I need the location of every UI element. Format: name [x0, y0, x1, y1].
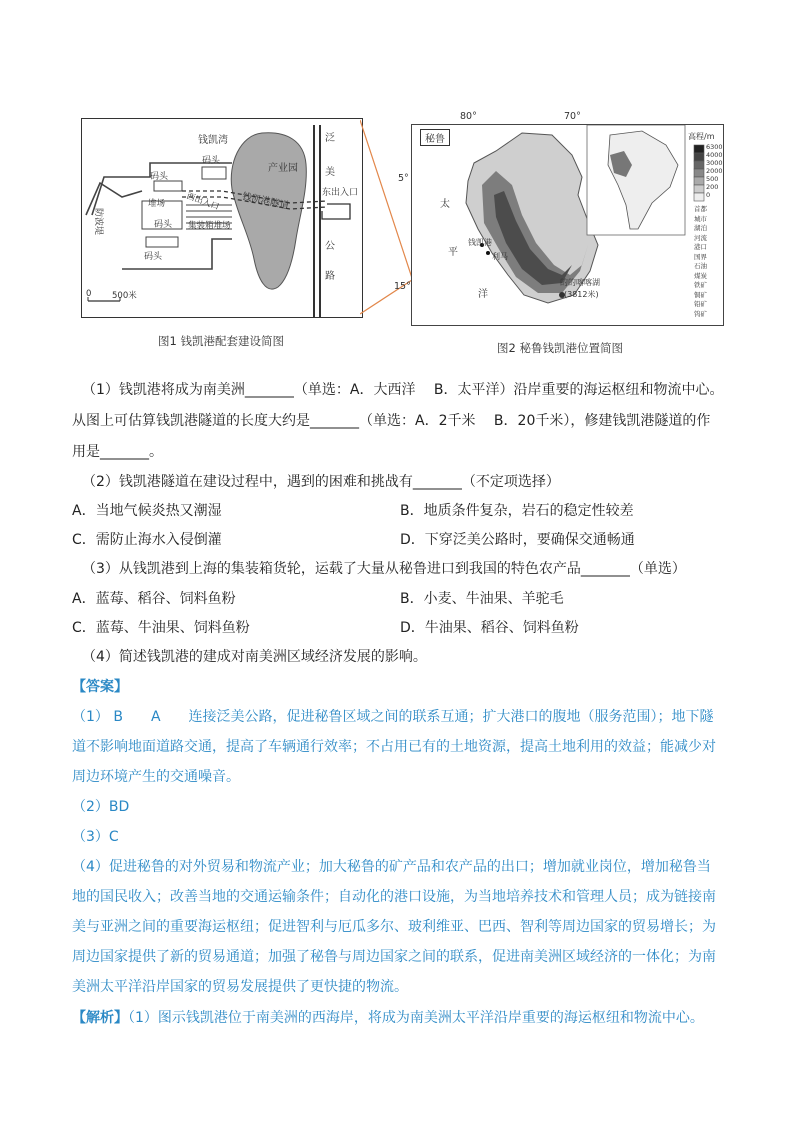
figure-connector [360, 118, 414, 324]
label-highway-2: 美 [325, 167, 335, 178]
port-construction-sketch [82, 119, 362, 317]
q2-option-b: B．地质条件复杂，岩石的稳定性较差 [400, 503, 634, 519]
analysis-block [72, 1008, 704, 1028]
answer-3: （3）C [72, 829, 119, 845]
q2-option-d: D．下穿泛美公路时，要确保交通畅通 [400, 532, 635, 548]
latitude-5: 5° [398, 173, 409, 184]
ocean-label-2: 平 [448, 247, 458, 258]
country-label: 秘鲁 [420, 129, 450, 146]
label-wharf-4: 码头 [144, 252, 163, 262]
q3-option-c: C．蓝莓、牛油果、饲料鱼粉 [72, 620, 250, 636]
figure-1-caption: 图1 钱凯港配套建设简图 [158, 334, 284, 348]
label-industrial-park: 产业园 [268, 163, 298, 174]
q1-line-1: （1）钱凯港将成为南美洲_______（单选：A．大西洋 B．太平洋）沿岸重要的海运枢纽和物流中心。 [82, 382, 724, 398]
answer-1-line-1: （1） B A 连接泛美公路，促进秘鲁区域之间的联系互通；扩大港口的腹地（服务范围）；地下隧 [72, 709, 714, 725]
legend-symbols: 首都 城市 湖泊 河流 港口 国界 石油 煤炭 铁矿 铜矿 铅矿 钨矿 [694, 205, 707, 318]
answer-1-line-3: 周边环境产生的交通噪音。 [72, 769, 240, 785]
q3-option-b: B．小麦、牛油果、羊驼毛 [400, 591, 564, 607]
analysis-line-1: （1）图示钱凯港位于南美洲的西海岸，将成为南美洲太平洋沿岸重要的海运枢纽和物流中心。 [128, 1010, 704, 1026]
answer-1-line-2: 道不影响地面道路交通，提高了车辆通行效率；不占用已有的土地资源，提高土地利用的效益；能减少对 [72, 739, 716, 755]
answer-4-line-2: 地的国民收入；改善当地的交通运输条件；自动化的港口设施，为当地培养技术和管理人员；成为链接南 [72, 889, 716, 905]
label-wharf-3: 码头 [154, 220, 173, 230]
label-breakwater: 防波堤 [93, 207, 104, 236]
figure-1-map [81, 118, 363, 318]
ocean-label-3: 洋 [478, 289, 488, 300]
answer-4-line-1: （4）促进秘鲁的对外贸易和物流产业；加大秘鲁的矿产品和农产品的出口；增加就业岗位，增加秘鲁当 [72, 859, 711, 875]
label-wharf-1: 码头 [202, 156, 221, 166]
latitude-15: 15° [394, 281, 411, 292]
analysis-tag: 【解析】 [72, 1010, 128, 1026]
city-label: 利马 [492, 252, 508, 261]
lake-elevation: (3812米) [564, 290, 599, 299]
q1-line-3: 用是_______。 [72, 444, 163, 460]
longitude-70: 70° [564, 111, 581, 122]
figure-2-caption: 图2 秘鲁钱凯港位置简图 [497, 341, 623, 355]
q2-stem: （2）钱凯港隧道在建设过程中，遇到的困难和挑战有_______（不定项选择） [82, 474, 560, 490]
label-bay: 钱凯湾 [198, 135, 228, 146]
legend-values: 6300 4000 3000 2000 500 200 0 [706, 143, 723, 199]
scale-label: 500米 [112, 291, 137, 301]
label-highway-1: 泛 [325, 133, 335, 144]
lake-label: 的的喀喀湖 [560, 278, 600, 287]
answer-4-line-4: 周边国家提供了新的贸易通道；加强了秘鲁与周边国家之间的联系，促进南美洲区域经济的一体化；为南 [72, 949, 716, 965]
figure-2-map [394, 111, 724, 326]
q2-option-a: A．当地气候炎热又潮湿 [72, 503, 222, 519]
q3-option-d: D．牛油果、稻谷、饲料鱼粉 [400, 620, 579, 636]
answer-4-line-5: 美洲太平洋沿岸国家的贸易发展提供了更快捷的物流。 [72, 979, 408, 995]
q2-option-c: C．需防止海水入侵倒灌 [72, 532, 222, 548]
label-east-entrance: 东出入口 [322, 188, 359, 198]
label-yard: 堆场 [148, 199, 166, 209]
ocean-label-1: 太 [440, 199, 450, 210]
industrial-park-area [231, 133, 306, 289]
answer-tag: 【答案】 [72, 679, 128, 695]
answer-4-line-3: 美与亚洲之间的重要海运枢纽；促进智利与厄瓜多尔、玻利维亚、巴西、智利等周边国家的贸易增长；为 [72, 919, 716, 935]
scale-zero: 0 [86, 289, 92, 299]
label-wharf-2: 码头 [150, 172, 169, 182]
legend-title: 高程/m [688, 132, 715, 141]
port-label: 钱凯港 [468, 238, 492, 247]
q3-option-a: A．蓝莓、稻谷、饲料鱼粉 [72, 591, 236, 607]
label-west-entrance: 西出入口 [184, 191, 221, 213]
q1-line-2: 从图上可估算钱凯港隧道的长度大约是_______（单选：A．2千米 B．20千米），修建钱凯港隧道的作 [72, 413, 711, 429]
q4-stem: （4）简述钱凯港的建成对南美洲区域经济发展的影响。 [82, 649, 427, 665]
label-container-yard: 集装箱堆场 [188, 221, 231, 231]
label-highway-4: 路 [325, 271, 335, 282]
label-highway-3: 公 [325, 241, 335, 252]
label-tunnel: 钱凯港隧道 [241, 191, 290, 212]
longitude-80: 80° [460, 111, 477, 122]
q3-stem: （3）从钱凯港到上海的集装箱货轮，运载了大量从秘鲁进口到我国的特色农产品_______（单选） [82, 561, 686, 577]
answer-2: （2）BD [72, 799, 130, 815]
